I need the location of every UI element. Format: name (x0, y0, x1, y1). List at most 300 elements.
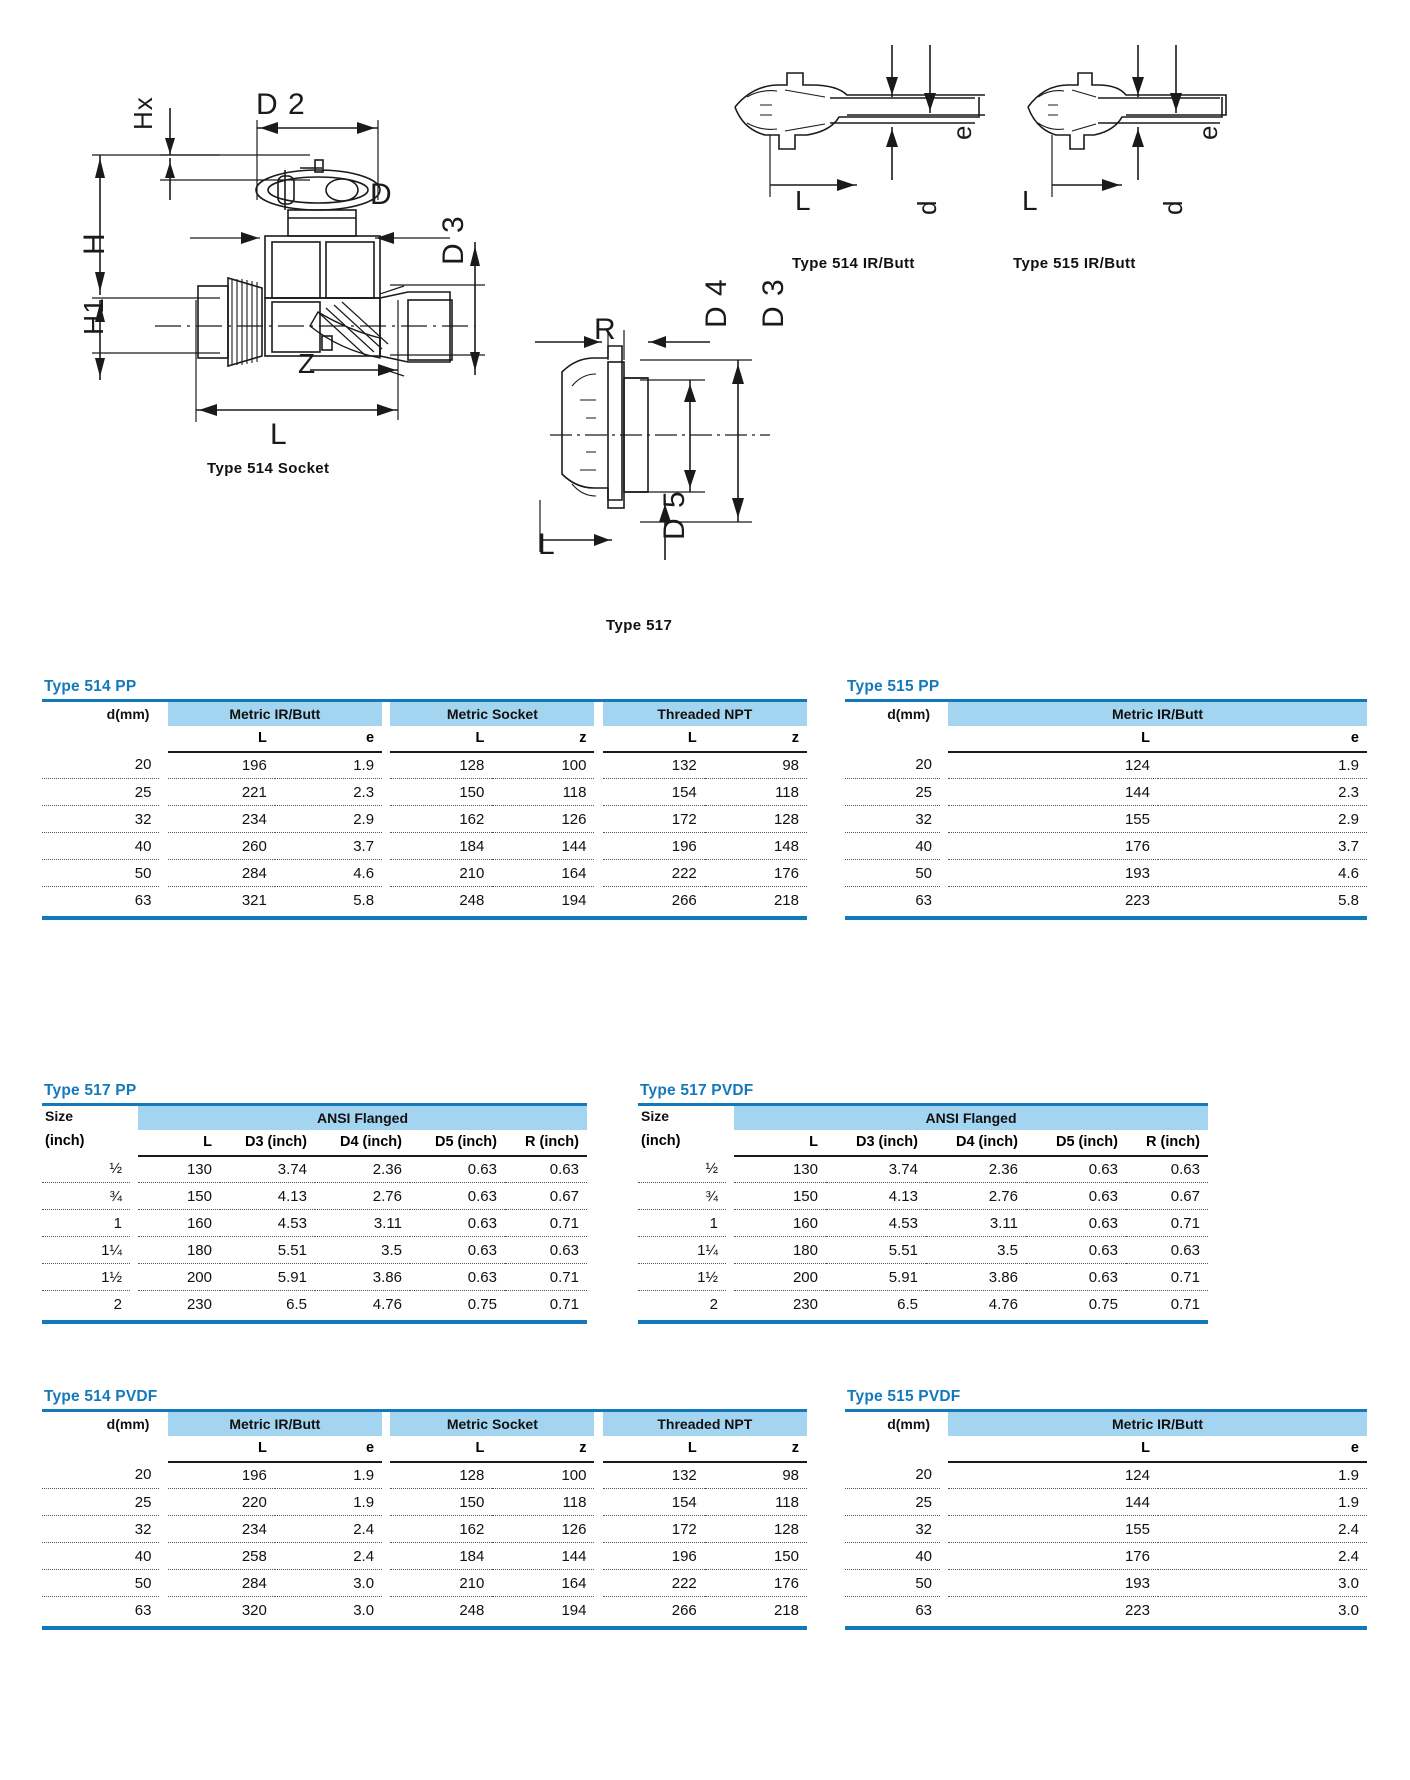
cell: 194 (561, 891, 587, 909)
cell: 200 (734, 1264, 826, 1291)
cell: 176 (705, 860, 807, 887)
spacer (382, 1462, 390, 1489)
cell: 194 (561, 1601, 587, 1619)
spacer (594, 806, 602, 833)
cell: 3.0 (1338, 1601, 1359, 1619)
cell: 3.11 (315, 1210, 410, 1237)
cell-size: 1½ (638, 1264, 726, 1291)
cell: 128 (705, 806, 807, 833)
table-group-header-row (845, 1411, 1367, 1436)
cell-d: 25 (42, 1489, 159, 1516)
cell: 0.63 (1026, 1237, 1126, 1264)
data-table-type-515-pvdf (845, 1409, 1367, 1624)
cell: 0.75 (1088, 1295, 1118, 1313)
table-row (42, 1516, 807, 1543)
spacer (382, 860, 390, 887)
cell-size: ¾ (638, 1183, 726, 1210)
spacer (940, 887, 948, 914)
table-row (42, 1156, 587, 1183)
cell: 144 (492, 833, 594, 860)
table-row (42, 1597, 807, 1624)
first-col-header-size (638, 1105, 726, 1130)
spacer (159, 701, 167, 726)
spacer (594, 860, 602, 887)
cell: 0.63 (1126, 1237, 1208, 1264)
spacer (940, 1597, 948, 1624)
cell: 222 (603, 1570, 705, 1597)
cell: 221 (168, 779, 275, 806)
dimension-label-d3-socket: D 3 (437, 215, 470, 265)
cell: 0.63 (1026, 1264, 1126, 1291)
table-row (845, 1543, 1367, 1570)
cell: 218 (773, 891, 799, 909)
cell: 100 (492, 1462, 594, 1489)
table-footer-rule (845, 916, 1367, 920)
cell: 5.51 (826, 1237, 926, 1264)
table-row (42, 1462, 807, 1489)
cell-d: 20 (42, 1462, 159, 1489)
data-table-type-517-pp (42, 1103, 587, 1318)
cell: 126 (492, 806, 594, 833)
table-sub-header-row (845, 1436, 1367, 1462)
cell: 126 (492, 1516, 594, 1543)
cell: 3.0 (275, 1570, 382, 1597)
cell: 284 (168, 1570, 275, 1597)
data-table-type-514-pp (42, 699, 807, 914)
sub-header-d4: D4 (inch) (315, 1130, 410, 1156)
cell-d: 32 (845, 806, 940, 833)
table-row (845, 1597, 1367, 1624)
cell: 4.13 (826, 1183, 926, 1210)
cell: 3.5 (315, 1237, 410, 1264)
spacer (159, 752, 167, 779)
spacer (726, 1183, 734, 1210)
spacer (382, 1489, 390, 1516)
cell-size: 2 (709, 1295, 718, 1313)
table-sub-header-row (638, 1130, 1208, 1156)
table-row (638, 1183, 1208, 1210)
table-row (638, 1210, 1208, 1237)
sub-header-l-2: L (390, 726, 492, 752)
figure-caption-type-514-ir-butt: Type 514 IR/Butt (792, 255, 915, 272)
table-title: Type 517 PP (44, 1082, 137, 1099)
cell: 0.71 (549, 1295, 579, 1313)
spacer (940, 779, 948, 806)
data-table-type-517-pvdf (638, 1103, 1208, 1318)
spacer (159, 1570, 167, 1597)
group-header-threaded-npt: Threaded NPT (603, 701, 807, 726)
dimension-label-d4-517: D 4 (700, 278, 733, 328)
sub-header-e: e (1158, 1436, 1367, 1462)
table-title: Type 515 PVDF (847, 1388, 961, 1405)
spacer (130, 1210, 138, 1237)
cell: 0.63 (410, 1156, 505, 1183)
cell: 196 (168, 752, 275, 779)
table-block-type-517-pp (42, 1082, 587, 1324)
cell: 284 (168, 860, 275, 887)
group-header-metric-socket: Metric Socket (390, 1411, 594, 1436)
cell: 4.6 (275, 860, 382, 887)
table-group-header-row (845, 701, 1367, 726)
spacer (382, 779, 390, 806)
dimension-label-l-socket: L (270, 418, 288, 451)
table-row (638, 1291, 1208, 1318)
cell: 150 (138, 1183, 220, 1210)
cell: 0.67 (505, 1183, 587, 1210)
sub-header-blank (845, 726, 940, 752)
cell: 196 (603, 833, 705, 860)
cell: 218 (773, 1601, 799, 1619)
cell: 100 (492, 752, 594, 779)
cell: 200 (138, 1264, 220, 1291)
spacer (382, 887, 390, 914)
cell: 180 (138, 1237, 220, 1264)
table-row (42, 1543, 807, 1570)
spacer (382, 701, 390, 726)
cell: 0.63 (505, 1237, 587, 1264)
sub-header-e-1: e (275, 726, 382, 752)
cell: 172 (603, 806, 705, 833)
cell: 132 (603, 1462, 705, 1489)
cell: 0.63 (1126, 1156, 1208, 1183)
dimension-label-e-514: e (947, 124, 977, 140)
spacer (594, 1436, 602, 1462)
spacer (940, 1543, 948, 1570)
cell: 5.8 (1338, 891, 1359, 909)
figure-caption-type-517: Type 517 (606, 617, 673, 634)
cell: 0.63 (410, 1264, 505, 1291)
table-sub-header-row (42, 1130, 587, 1156)
cell-size: 2 (113, 1295, 122, 1313)
table-row (845, 752, 1367, 779)
spacer (594, 1462, 602, 1489)
cell: 4.76 (988, 1295, 1018, 1313)
first-col-header: d(mm) (845, 1411, 940, 1436)
cell: 144 (492, 1543, 594, 1570)
cell: 3.11 (926, 1210, 1026, 1237)
dimension-label-l-514-ir: L (795, 185, 812, 216)
sub-header-l: L (948, 726, 1158, 752)
spacer (594, 1597, 602, 1624)
sub-header-l-2: L (390, 1436, 492, 1462)
cell-d: 63 (134, 1601, 152, 1619)
cell: 118 (492, 1489, 594, 1516)
first-col-header: d(mm) (42, 701, 159, 726)
cell: 124 (948, 752, 1158, 779)
spacer (159, 726, 167, 752)
spacer (130, 1264, 138, 1291)
cell: 266 (671, 891, 697, 909)
table-block-type-515-pp (845, 678, 1367, 920)
cell: 176 (948, 833, 1158, 860)
cell: 0.63 (410, 1183, 505, 1210)
sub-header-blank (42, 1436, 159, 1462)
spacer (940, 726, 948, 752)
cell: 248 (459, 891, 485, 909)
sub-header-d5: D5 (inch) (410, 1130, 505, 1156)
spacer (159, 806, 167, 833)
table-row (638, 1237, 1208, 1264)
table-row (42, 806, 807, 833)
cell: 193 (948, 1570, 1158, 1597)
cell: 220 (168, 1489, 275, 1516)
spacer (382, 806, 390, 833)
cell: 4.53 (826, 1210, 926, 1237)
cell: 180 (734, 1237, 826, 1264)
cell: 5.91 (220, 1264, 315, 1291)
figure-type-517-svg (520, 300, 820, 610)
cell: 6.5 (897, 1295, 918, 1313)
cell: 164 (492, 1570, 594, 1597)
table-row (42, 752, 807, 779)
spacer (594, 833, 602, 860)
cell: 0.71 (505, 1264, 587, 1291)
table-footer-rule (845, 1626, 1367, 1630)
spacer (159, 1597, 167, 1624)
cell-d: 20 (42, 752, 159, 779)
cell: 223 (1124, 1601, 1150, 1619)
cell: 154 (603, 779, 705, 806)
cell: 0.71 (1126, 1264, 1208, 1291)
cell-size: 1¼ (638, 1237, 726, 1264)
data-table-type-514-pvdf (42, 1409, 807, 1624)
spacer (382, 726, 390, 752)
spacer (382, 1411, 390, 1436)
cell: 0.63 (1026, 1156, 1126, 1183)
table-row (42, 833, 807, 860)
sub-header-z-2: z (492, 1436, 594, 1462)
spacer (594, 1570, 602, 1597)
spacer (726, 1210, 734, 1237)
spacer (940, 806, 948, 833)
cell: 144 (948, 1489, 1158, 1516)
cell-size: 1¼ (42, 1237, 130, 1264)
spacer (594, 1489, 602, 1516)
table-row (638, 1156, 1208, 1183)
cell: 98 (705, 1462, 807, 1489)
table-title: Type 515 PP (847, 678, 940, 695)
table-row (42, 1264, 587, 1291)
spacer (594, 779, 602, 806)
cell: 162 (390, 1516, 492, 1543)
cell: 234 (168, 1516, 275, 1543)
group-header-ansi-flanged: ANSI Flanged (734, 1105, 1208, 1130)
cell: 128 (390, 1462, 492, 1489)
sub-header-l-1: L (168, 1436, 275, 1462)
sub-header-d3: D3 (inch) (220, 1130, 315, 1156)
cell: 4.6 (1158, 860, 1367, 887)
cell: 164 (492, 860, 594, 887)
spacer (726, 1105, 734, 1130)
cell: 5.8 (353, 891, 375, 909)
spacer (940, 1436, 948, 1462)
spacer (159, 1436, 167, 1462)
table-footer-rule (42, 1626, 807, 1630)
cell: 321 (241, 891, 267, 909)
group-header-metric-ir-butt: Metric IR/Butt (168, 1411, 382, 1436)
cell-size: ½ (42, 1156, 130, 1183)
cell-d: 50 (42, 1570, 159, 1597)
cell-size: ½ (638, 1156, 726, 1183)
sub-header-l: L (734, 1130, 826, 1156)
cell: 1.9 (275, 1489, 382, 1516)
table-row (845, 860, 1367, 887)
sub-header-d5: D5 (inch) (1026, 1130, 1126, 1156)
sub-header-blank (845, 1436, 940, 1462)
dimension-label-hx: Hx (128, 96, 158, 130)
group-header-metric-ir-butt: Metric IR/Butt (948, 1411, 1367, 1436)
size-label-line1: Size (641, 1108, 670, 1124)
cell-d: 32 (42, 806, 159, 833)
cell: 1.9 (1158, 1489, 1367, 1516)
cell: 128 (705, 1516, 807, 1543)
table-row (845, 887, 1367, 914)
spacer (594, 1411, 602, 1436)
spacer (130, 1183, 138, 1210)
cell: 3.86 (315, 1264, 410, 1291)
table-row (42, 860, 807, 887)
cell-d: 40 (845, 1543, 940, 1570)
spacer (130, 1156, 138, 1183)
sub-header-r: R (inch) (505, 1130, 587, 1156)
cell: 3.0 (353, 1601, 375, 1619)
spacer (940, 860, 948, 887)
cell-d: 32 (845, 1516, 940, 1543)
first-col-header-size-unit: (inch) (45, 1132, 85, 1149)
first-col-header: d(mm) (42, 1411, 159, 1436)
dimension-label-d: D (370, 178, 393, 211)
cell: 130 (138, 1156, 220, 1183)
cell: 150 (705, 1543, 807, 1570)
cell: 258 (168, 1543, 275, 1570)
spacer (940, 752, 948, 779)
cell: 176 (948, 1543, 1158, 1570)
spacer (594, 887, 602, 914)
table-group-header-row (638, 1105, 1208, 1130)
cell: 0.63 (1026, 1210, 1126, 1237)
cell: 193 (948, 860, 1158, 887)
spacer (382, 1543, 390, 1570)
cell: 160 (734, 1210, 826, 1237)
cell: 150 (390, 1489, 492, 1516)
cell: 132 (603, 752, 705, 779)
dimension-label-d2: D 2 (256, 88, 306, 121)
table-sub-header-row (42, 726, 807, 752)
spacer (940, 1411, 948, 1436)
cell-size: 1 (638, 1210, 726, 1237)
table-block-type-515-pvdf (845, 1388, 1367, 1630)
table-group-header-row (42, 1105, 587, 1130)
spacer (940, 1489, 948, 1516)
cell-size: 1 (42, 1210, 130, 1237)
spacer (159, 887, 167, 914)
cell: 0.71 (505, 1210, 587, 1237)
cell-d: 32 (42, 1516, 159, 1543)
cell: 2.3 (1158, 779, 1367, 806)
table-group-header-row (42, 701, 807, 726)
spacer (726, 1264, 734, 1291)
cell-d: 25 (42, 779, 159, 806)
table-row (42, 1237, 587, 1264)
cell: 1.9 (1158, 1462, 1367, 1489)
cell: 2.4 (275, 1516, 382, 1543)
spacer (594, 726, 602, 752)
table-row (42, 1489, 807, 1516)
cell-d: 20 (845, 1462, 940, 1489)
spacer (594, 701, 602, 726)
cell-d: 63 (134, 891, 152, 909)
cell: 144 (948, 779, 1158, 806)
table-row (42, 887, 807, 914)
cell: 196 (168, 1462, 275, 1489)
cell: 118 (705, 1489, 807, 1516)
dimension-label-e-515: e (1193, 124, 1223, 140)
cell: 3.86 (926, 1264, 1026, 1291)
spacer (940, 1516, 948, 1543)
table-title: Type 514 PVDF (44, 1388, 158, 1405)
cell: 3.7 (275, 833, 382, 860)
table-row (845, 1570, 1367, 1597)
cell-size: ¾ (42, 1183, 130, 1210)
spacer (382, 1597, 390, 1624)
spacer (940, 1462, 948, 1489)
sub-header-l: L (948, 1436, 1158, 1462)
cell: 2.76 (926, 1183, 1026, 1210)
cell: 230 (792, 1295, 818, 1313)
cell: 0.71 (1170, 1295, 1200, 1313)
dimension-label-d5-517: D 5 (658, 490, 691, 540)
spacer (594, 1516, 602, 1543)
cell: 155 (948, 806, 1158, 833)
sub-header-z-2: z (492, 726, 594, 752)
table-footer-rule (638, 1320, 1208, 1324)
table-group-header-row (42, 1411, 807, 1436)
dimension-label-r-517: R (594, 313, 617, 346)
cell: 0.63 (505, 1156, 587, 1183)
spacer (382, 833, 390, 860)
spacer (159, 779, 167, 806)
sub-header-l-3: L (603, 1436, 705, 1462)
size-label-line1: Size (45, 1108, 74, 1124)
first-col-header: d(mm) (845, 701, 940, 726)
spacer (159, 1543, 167, 1570)
cell: 248 (459, 1601, 485, 1619)
dimension-label-d-514: d (912, 199, 942, 215)
cell: 5.91 (826, 1264, 926, 1291)
table-row (42, 1570, 807, 1597)
table-row (42, 1291, 587, 1318)
first-col-header-size-unit: (inch) (641, 1132, 681, 1149)
cell: 0.63 (410, 1210, 505, 1237)
cell: 222 (603, 860, 705, 887)
cell: 1.9 (275, 752, 382, 779)
spacer (940, 833, 948, 860)
spacer (130, 1291, 138, 1318)
cell: 3.74 (826, 1156, 926, 1183)
technical-drawings-area (0, 0, 1410, 660)
table-row (638, 1264, 1208, 1291)
spacer (726, 1130, 734, 1156)
cell: 1.9 (275, 1462, 382, 1489)
cell-d: 63 (915, 1601, 932, 1619)
sub-header-d4: D4 (inch) (926, 1130, 1026, 1156)
first-col-header-size (42, 1105, 130, 1130)
sub-header-e: e (1158, 726, 1367, 752)
cell: 2.9 (275, 806, 382, 833)
table-footer-rule (42, 916, 807, 920)
cell: 98 (705, 752, 807, 779)
spacer (159, 1462, 167, 1489)
